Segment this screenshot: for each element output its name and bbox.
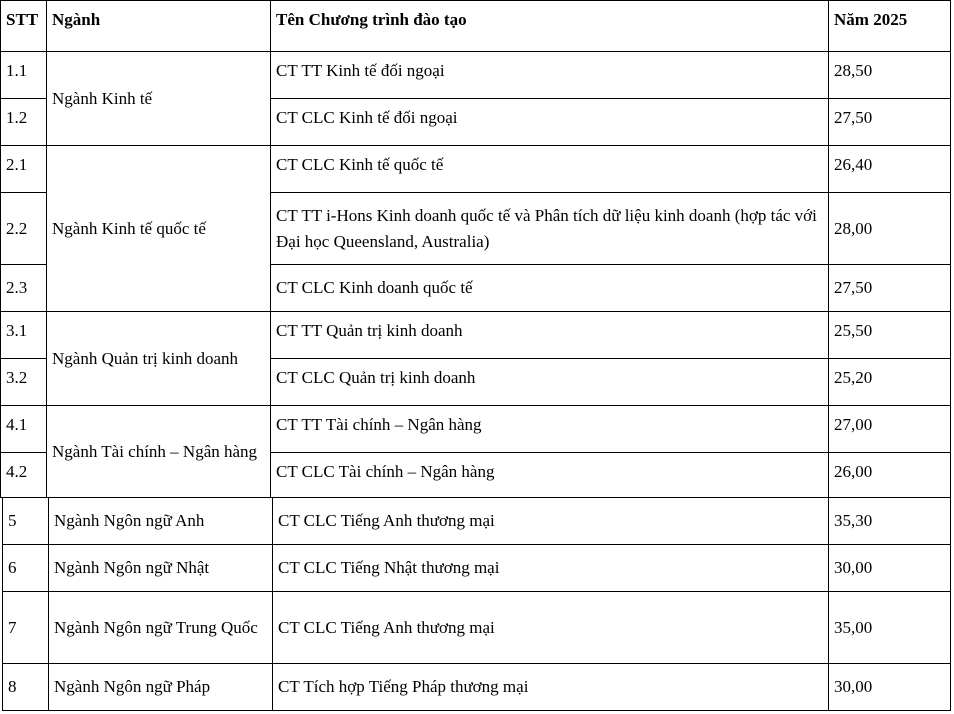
stt-cell: 4.1 [1, 406, 47, 453]
table-row [3, 664, 951, 711]
nganh-cell: Ngành Ngôn ngữ Anh [49, 498, 273, 545]
nganh-cell: Ngành Quản trị kinh doanh [47, 312, 271, 406]
program-cell: CT TT i-Hons Kinh doanh quốc tế và Phân tích dữ liệu kinh doanh (hợp tác với Đại học Queensland, Australia) [271, 193, 829, 265]
nganh-cell: Ngành Ngôn ngữ Pháp [49, 664, 273, 711]
admission-score-table-continued [2, 497, 951, 711]
score-cell: 27,00 [829, 406, 951, 453]
program-cell: CT CLC Kinh tế đối ngoại [271, 99, 829, 146]
score-cell: 26,40 [829, 146, 951, 193]
score-cell: 35,30 [829, 498, 951, 545]
stt-cell: 8 [3, 664, 49, 711]
stt-cell: 3.1 [1, 312, 47, 359]
nganh-cell: Ngành Tài chính – Ngân hàng [47, 406, 271, 498]
program-cell: CT CLC Kinh doanh quốc tế [271, 265, 829, 312]
score-cell: 26,00 [829, 453, 951, 498]
table-row [3, 545, 951, 592]
score-cell: 27,50 [829, 99, 951, 146]
program-cell: CT CLC Tiếng Nhật thương mại [273, 545, 829, 592]
nganh-cell: Ngành Ngôn ngữ Nhật [49, 545, 273, 592]
stt-cell: 2.2 [1, 193, 47, 265]
program-cell: CT Tích hợp Tiếng Pháp thương mại [273, 664, 829, 711]
table-row [3, 498, 951, 545]
header-program: Tên Chương trình đào tạo [271, 1, 829, 52]
table-row [1, 146, 951, 193]
score-cell: 25,50 [829, 312, 951, 359]
program-cell: CT CLC Tiếng Anh thương mại [273, 498, 829, 545]
header-stt: STT [1, 1, 47, 52]
score-cell: 30,00 [829, 545, 951, 592]
stt-cell: 1.1 [1, 52, 47, 99]
nganh-cell: Ngành Ngôn ngữ Trung Quốc [49, 592, 273, 664]
program-cell: CT CLC Kinh tế quốc tế [271, 146, 829, 193]
header-year: Năm 2025 [829, 1, 951, 52]
score-cell: 30,00 [829, 664, 951, 711]
program-cell: CT CLC Quản trị kinh doanh [271, 359, 829, 406]
program-cell: CT TT Quản trị kinh doanh [271, 312, 829, 359]
program-cell: CT TT Tài chính – Ngân hàng [271, 406, 829, 453]
nganh-cell: Ngành Kinh tế [47, 52, 271, 146]
stt-cell: 6 [3, 545, 49, 592]
header-nganh: Ngành [47, 1, 271, 52]
stt-cell: 1.2 [1, 99, 47, 146]
header-row [1, 1, 951, 52]
score-cell: 28,50 [829, 52, 951, 99]
score-cell: 35,00 [829, 592, 951, 664]
score-cell: 28,00 [829, 193, 951, 265]
stt-cell: 7 [3, 592, 49, 664]
table-row [1, 52, 951, 99]
table-row [3, 592, 951, 664]
stt-cell: 2.1 [1, 146, 47, 193]
program-cell: CT CLC Tài chính – Ngân hàng [271, 453, 829, 498]
table-row [1, 406, 951, 453]
stt-cell: 2.3 [1, 265, 47, 312]
nganh-cell: Ngành Kinh tế quốc tế [47, 146, 271, 312]
score-cell: 25,20 [829, 359, 951, 406]
program-cell: CT CLC Tiếng Anh thương mại [273, 592, 829, 664]
stt-cell: 3.2 [1, 359, 47, 406]
stt-cell: 5 [3, 498, 49, 545]
stt-cell: 4.2 [1, 453, 47, 498]
program-cell: CT TT Kinh tế đối ngoại [271, 52, 829, 99]
score-cell: 27,50 [829, 265, 951, 312]
table-row [1, 312, 951, 359]
